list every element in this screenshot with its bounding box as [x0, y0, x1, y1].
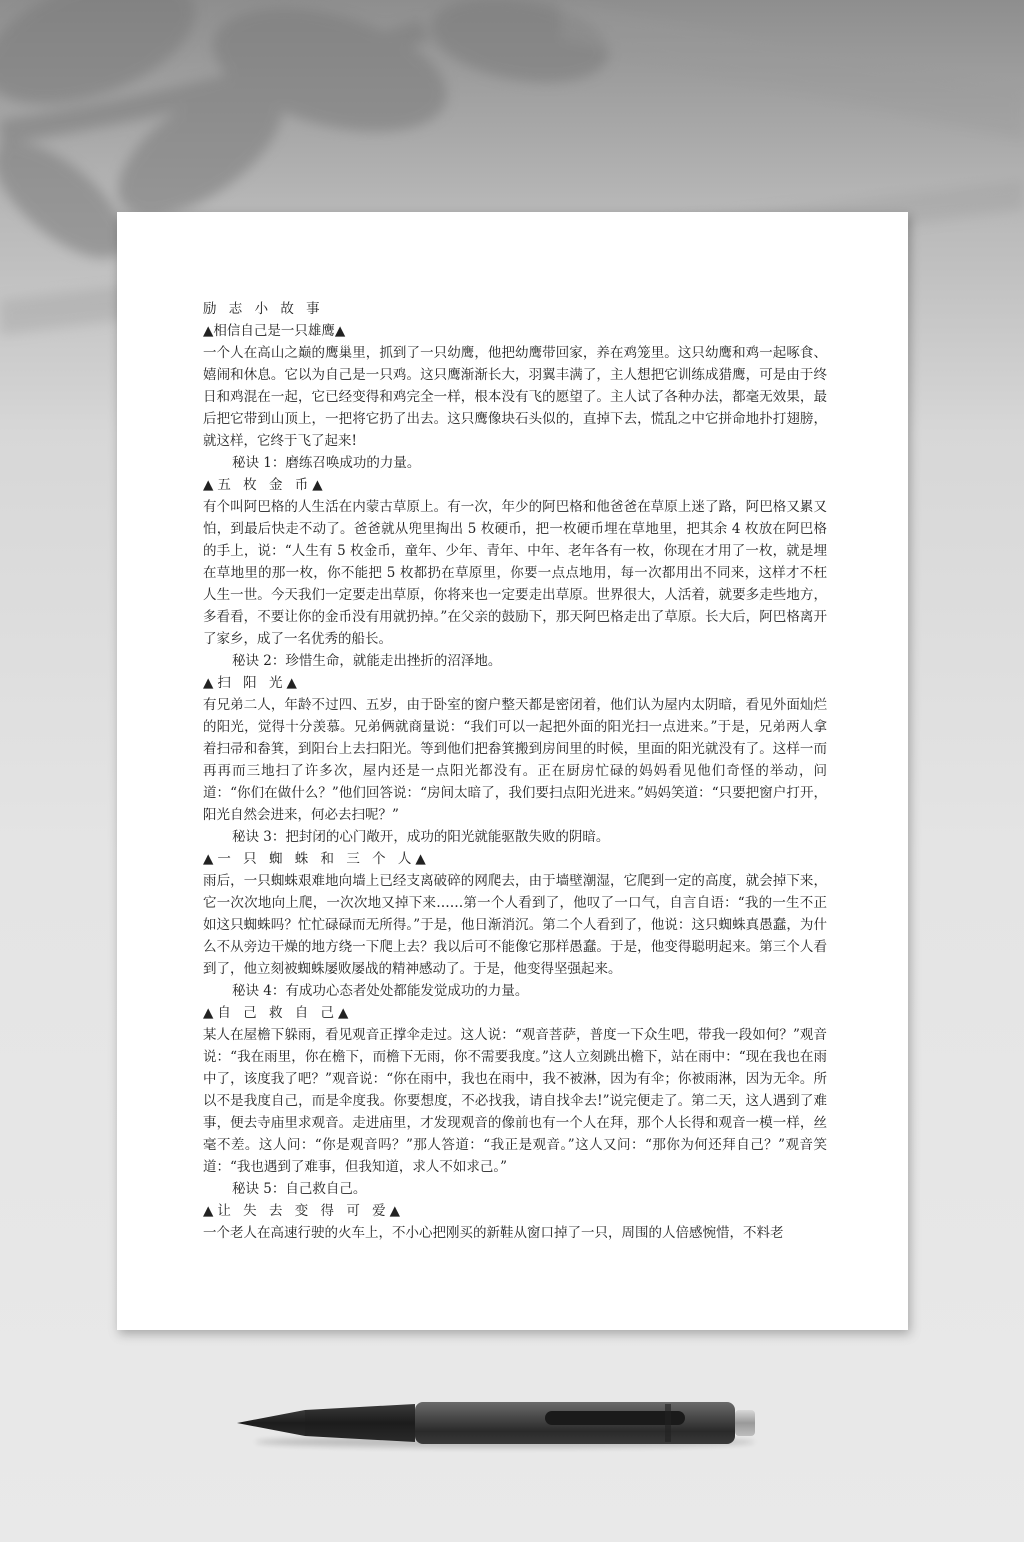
story-secret: 秘诀 3：把封闭的心门敞开，成功的阳光就能驱散失败的阴暗。 [232, 829, 610, 845]
story-3 [203, 672, 827, 848]
story-1 [203, 320, 827, 474]
story-secret: 秘诀 4：有成功心态者处处都能发觉成功的力量。 [232, 983, 529, 999]
story-body: 某人在屋檐下躲雨，看见观音正撑伞走过。这人说：“观音菩萨，普度一下众生吧，带我一段如何？”观音说：“我在雨里，你在檐下，而檐下无雨，你不需要我度。”这人立刻跳出檐下，站在雨中：“现在我也在雨中了，该度我了吧？”观音说：“你在雨中，我也在雨中，我不被淋，因为有伞；你被雨淋，因为无伞。所以不是我度自己，而是伞度我。你要想度，不必找我，请自找伞去!”说完便走了。第二天，这人遇到了难事，便去寺庙里求观音。走进庙里，才发现观音的像前也有一个人在拜，那个人长得和观音一模一样，丝毫不差。这人问：“你是观音吗？”那人答道：“我正是观音。”这人又问：“那你为何还拜自己？”观音笑道：“我也遇到了难事，但我知道，求人不如求己。” [203, 1027, 827, 1175]
story-heading: ▲让 失 去 变 得 可 爱▲ [203, 1203, 405, 1219]
story-heading: ▲自 己 救 自 己▲ [203, 1005, 353, 1021]
document-content [203, 298, 827, 1244]
pen-icon [235, 1390, 765, 1460]
story-body: 有兄弟二人，年龄不过四、五岁，由于卧室的窗户整天都是密闭着，他们认为屋内太阴暗，看见外面灿烂的阳光，觉得十分羡慕。兄弟俩就商量说：“我们可以一起把外面的阳光扫一点进来。”于是，兄弟两人拿着扫帚和畚箕，到阳台上去扫阳光。等到他们把畚箕搬到房间里的时候，里面的阳光就没有了。这样一而再再而三地扫了许多次，屋内还是一点阳光都没有。正在厨房忙碌的妈妈看见他们奇怪的举动，问道：“你们在做什么？”他们回答说：“房间太暗了，我们要扫点阳光进来。”妈妈笑道：“只要把窗户打开，阳光自然会进来，何必去扫呢？” [203, 697, 827, 823]
story-4 [203, 848, 827, 1002]
story-5 [203, 1002, 827, 1200]
document-page [117, 212, 908, 1330]
story-body: 一个老人在高速行驶的火车上，不小心把刚买的新鞋从窗口掉了一只，周围的人倍感惋惜，不料老 [203, 1225, 784, 1241]
story-body: 有个叫阿巴格的人生活在内蒙古草原上。有一次，年少的阿巴格和他爸爸在草原上迷了路，阿巴格又累又怕，到最后快走不动了。爸爸就从兜里掏出 5 枚硬币，把一枚硬币埋在草地里，把其余 4 枚放在阿巴格的手上，说：“人生有 5 枚金币，童年、少年、青年、中年、老年各有一枚，你现在才用了一枚，就是埋在草地里的那一枚，你不能把 5 枚都扔在草原里，你要一点点地用，每一次都用出不同来，这样才不枉人生一世。今天我们一定要走出草原，你将来也一定要走出草原。世界很大，人活着，就要多走些地方，多看看，不要让你的金币没有用就扔掉。”在父亲的鼓励下，那天阿巴格走出了草原。长大后，阿巴格离开了家乡，成了一名优秀的船长。 [203, 499, 827, 647]
story-heading: ▲相信自己是一只雄鹰▲ [203, 323, 346, 339]
story-2 [203, 474, 827, 672]
story-heading: ▲扫 阳 光▲ [203, 675, 301, 691]
story-secret: 秘诀 2：珍惜生命，就能走出挫折的沼泽地。 [232, 653, 502, 669]
story-secret: 秘诀 1：磨练召唤成功的力量。 [232, 455, 421, 471]
story-secret: 秘诀 5：自己救自己。 [232, 1181, 367, 1197]
story-body: 雨后，一只蜘蛛艰难地向墙上已经支离破碎的网爬去，由于墙壁潮湿，它爬到一定的高度，就会掉下来，它一次次地向上爬，一次次地又掉下来……第一个人看到了，他叹了一口气，自言自语：“我的一生不正如这只蜘蛛吗？忙忙碌碌而无所得。”于是，他日渐消沉。第二个人看到了，他说：这只蜘蛛真愚蠢，为什么不从旁边干燥的地方绕一下爬上去？我以后可不能像它那样愚蠢。于是，他变得聪明起来。第三个人看到了，他立刻被蜘蛛屡败屡战的精神感动了。于是，他变得坚强起来。 [203, 873, 827, 977]
story-body: 一个人在高山之巅的鹰巢里，抓到了一只幼鹰，他把幼鹰带回家，养在鸡笼里。这只幼鹰和鸡一起啄食、嬉闹和休息。它以为自己是一只鸡。这只鹰渐渐长大，羽翼丰满了，主人想把它训练成猎鹰，可是由于终日和鸡混在一起，它已经变得和鸡完全一样，根本没有飞的愿望了。主人试了各种办法，都毫无效果，最后把它带到山顶上，一把将它扔了出去。这只鹰像块石头似的，直掉下去，慌乱之中它拼命地扑打翅膀，就这样，它终于飞了起来! [203, 345, 827, 449]
story-6 [203, 1200, 827, 1244]
document-title: 励 志 小 故 事 [203, 301, 324, 317]
story-heading: ▲一 只 蜘 蛛 和 三 个 人▲ [203, 851, 430, 867]
story-heading: ▲五 枚 金 币▲ [203, 477, 327, 493]
